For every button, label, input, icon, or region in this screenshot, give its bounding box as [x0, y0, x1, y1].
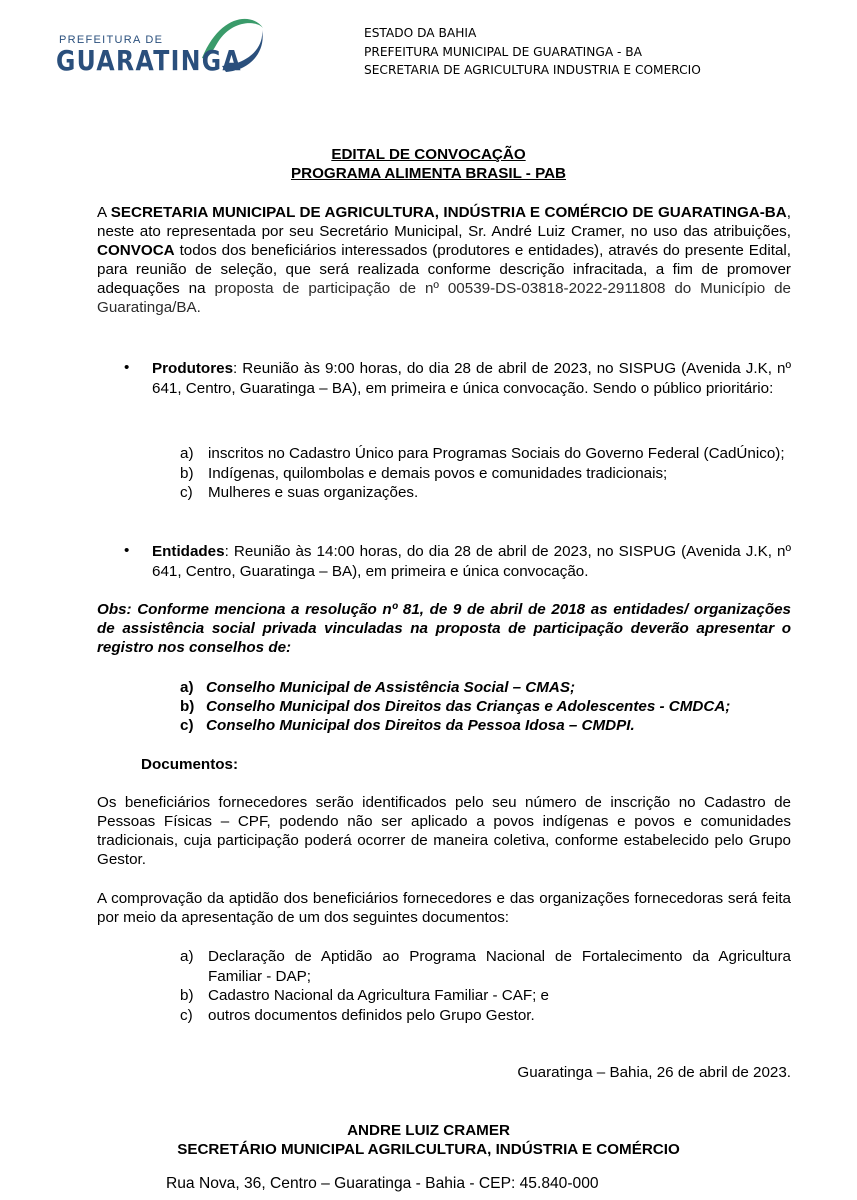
list-item-text: Conselho Municipal de Assistência Social – CMAS;: [206, 679, 576, 696]
guaratinga-logo-icon: [52, 8, 268, 82]
list-item-mark: a): [180, 679, 194, 696]
list-item-text: outros documentos definidos pelo Grupo Gestor.: [208, 1006, 535, 1024]
intro-secretaria: SECRETARIA MUNICIPAL DE AGRICULTURA, INDÚSTRIA E COMÉRCIO DE GUARATINGA-BA: [110, 204, 787, 221]
document-subtitle: PROGRAMA ALIMENTA BRASIL - PAB: [290, 165, 567, 182]
list-item: [180, 986, 791, 1006]
header-text: [364, 24, 701, 80]
list-item-text: Indígenas, quilombolas e demais povos e comunidades tradicionais;: [208, 464, 668, 482]
list-item: [180, 464, 791, 484]
list-item-mark: c): [180, 1006, 193, 1024]
documentos-paragraph-2: A comprovação da aptidão dos beneficiários fornecedores e das organizações fornecedoras será feita por meio da apresentação de um dos seguintes documentos:: [97, 890, 791, 926]
list-item-text: Mulheres e suas organizações.: [208, 484, 419, 501]
header-line-state: ESTADO DA BAHIA: [364, 26, 477, 40]
intro-a: A: [97, 204, 107, 221]
entidades-label: Entidades: [152, 543, 225, 560]
list-item-mark: b): [180, 987, 194, 1004]
produtores-priority-list: [180, 444, 791, 503]
signer-name: ANDRE LUIZ CRAMER: [347, 1122, 510, 1139]
header-line-secretaria: SECRETARIA DE AGRICULTURA INDUSTRIA E COMERCIO: [364, 63, 701, 77]
conselhos-list: [180, 678, 791, 735]
list-item-mark: a): [180, 948, 194, 965]
list-item-mark: a): [180, 445, 194, 462]
list-item: [180, 1006, 791, 1026]
produtores-label: Produtores: [152, 360, 234, 377]
bullet-entidades-icon: •: [124, 542, 130, 559]
intro-text-3: proposta de participação de nº 00539-DS-03818-2022-2911808 do Município de Guaratinga/BA.: [97, 280, 791, 316]
intro-text-1: , neste ato representada por seu Secretário Municipal, Sr. André Luiz Cramer, no uso das atribuições,: [97, 204, 791, 240]
list-item-text: Conselho Municipal dos Direitos da Pessoa Idosa – CMDPI.: [206, 717, 635, 734]
list-item: [180, 483, 791, 503]
prefeitura-logo: [52, 8, 268, 82]
dateline: Guaratinga – Bahia, 26 de abril de 2023.: [517, 1064, 791, 1081]
produtores-text: : Reunião às 9:00 horas, do dia 28 de abril de 2023, no SISPUG (Avenida J.K, nº 641, Centro, Guaratinga – BA), em primeira e única convocação. Sendo o público prioritário:: [152, 360, 791, 397]
entidades-paragraph: [152, 542, 791, 581]
list-item: [180, 716, 791, 735]
documentos-heading: Documentos:: [141, 756, 239, 773]
list-item-mark: b): [180, 464, 194, 482]
list-item-text: inscritos no Cadastro Único para Programas Sociais do Governo Federal (CadÚnico);: [208, 445, 785, 462]
intro-paragraph: [97, 203, 791, 317]
list-item: [180, 678, 791, 697]
bullet-produtores-icon: •: [124, 359, 130, 376]
header-line-prefeitura: PREFEITURA MUNICIPAL DE GUARATINGA - BA: [364, 44, 643, 59]
list-item: [180, 444, 791, 464]
address: Rua Nova, 36, Centro – Guaratinga - Bahia - CEP: 45.840-000: [166, 1175, 599, 1192]
intro-convoca: CONVOCA: [97, 242, 175, 259]
intro-text-2: todos dos beneficiários interessados (produtores e entidades), através do presente Edital, para reunião de seleção, que será realizada conforme descrição infracitada, a fim de promover adequações na: [97, 242, 791, 297]
list-item: [180, 947, 791, 986]
documentos-list: [180, 947, 791, 1025]
svg-text:GUARATINGA: GUARATINGA: [56, 44, 242, 77]
list-item-text: Cadastro Nacional da Agricultura Familiar - CAF; e: [208, 987, 550, 1004]
produtores-paragraph: [152, 359, 791, 398]
list-item-mark: b): [180, 698, 195, 715]
list-item-text: Declaração de Aptidão ao Programa Nacional de Fortalecimento da Agricultura Familiar - DAP;: [208, 948, 791, 985]
document-title: EDITAL DE CONVOCAÇÃO: [331, 146, 526, 163]
entidades-text: : Reunião às 14:00 horas, do dia 28 de abril de 2023, no SISPUG (Avenida J.K, nº 641, Centro, Guaratinga – BA), em primeira e única convocação.: [152, 543, 791, 580]
list-item-mark: c): [180, 717, 194, 734]
signer-role: SECRETÁRIO MUNICIPAL AGRILCULTURA, INDÚSTRIA E COMÉRCIO: [177, 1141, 680, 1158]
obs-paragraph: Obs: Conforme menciona a resolução nº 81, de 9 de abril de 2018 as entidades/ organizações de assistência social privada vinculadas na proposta de participação deverão apresentar o registro nos conselhos de:: [97, 601, 791, 656]
documentos-paragraph-1: Os beneficiários fornecedores serão identificados pelo seu número de inscrição no Cadastro de Pessoas Físicas – CPF, podendo não ser aplicado a povos indígenas e povos e comunidades tradicionais, cuja participação poderá ocorrer de maneira coletiva, conforme estabelecido pelo Grupo Gestor.: [97, 794, 791, 868]
svg-text:PREFEITURA DE: PREFEITURA DE: [59, 34, 164, 46]
list-item-mark: c): [180, 484, 193, 501]
list-item: [180, 697, 791, 716]
list-item-text: Conselho Municipal dos Direitos das Crianças e Adolescentes - CMDCA;: [206, 698, 731, 715]
